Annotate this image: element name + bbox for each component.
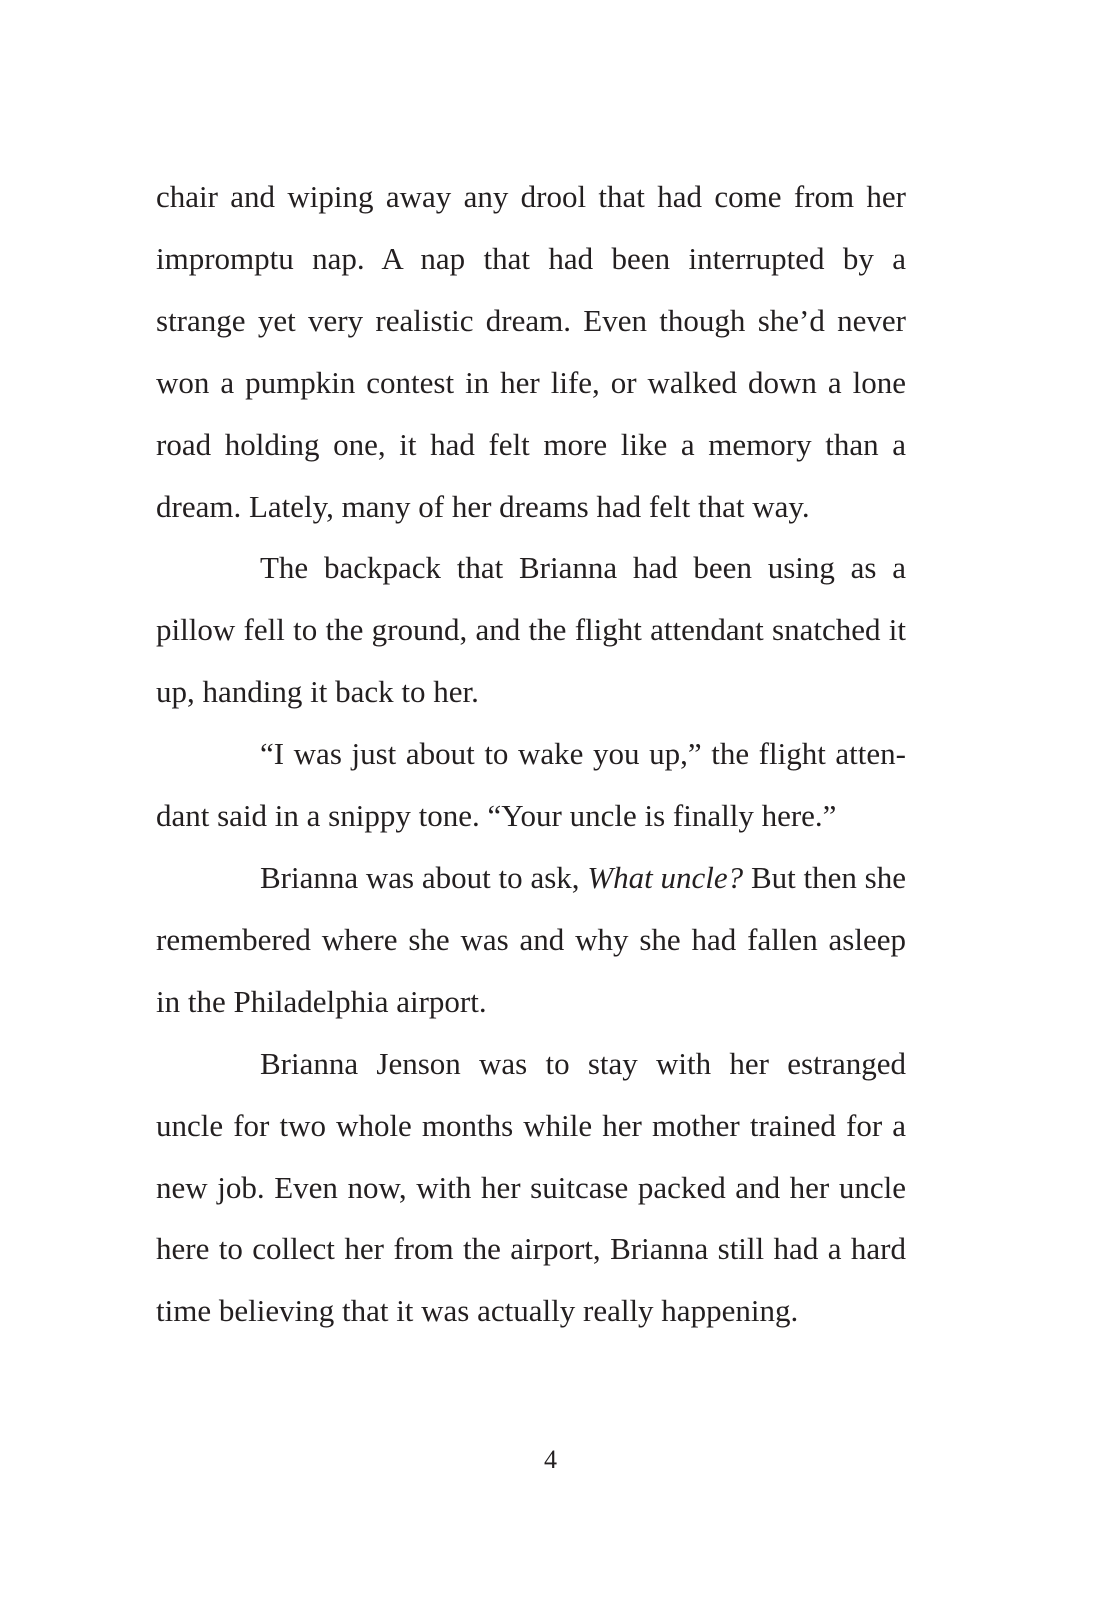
paragraph-backpack: The backpack that Brianna had been using as a pillow fell to the ground, and the flight attendant snatched it up, handing it back to her. <box>156 550 906 710</box>
paragraph-what-uncle-before: Brianna was about to ask, <box>260 859 588 895</box>
page-number: 4 <box>544 1445 557 1474</box>
paragraph-what-uncle-italic: What uncle? <box>587 859 744 895</box>
paragraph-what-uncle <box>156 847 906 1033</box>
paragraph-what-uncle-after: But then she remembered where she was and why she had fallen asleep in the Philadelphia airport. <box>156 859 906 1019</box>
paragraph-continuation: chair and wiping away any drool that had come from her impromptu nap. A nap that had been interrupted by a strange yet very realistic dream. Even though she’d never won a pumpkin contest in her life, or walked down a lone road holding one, it had felt more like a memory than a dream. Lately, many of her dreams had felt that way. <box>156 179 906 524</box>
paragraph-flight-attendant: “I was just about to wake you up,” the flight atten-dant said in a snippy tone. “Your uncle is finally here.” <box>156 736 906 834</box>
paragraph-brianna-jenson: Brianna Jenson was to stay with her estranged uncle for two whole months while her mother trained for a new job. Even now, with her suitcase packed and her uncle here to collect her from the airport, Brianna still had a hard time believing that it was actually really happening. <box>156 1045 906 1329</box>
body-text <box>156 166 906 1342</box>
